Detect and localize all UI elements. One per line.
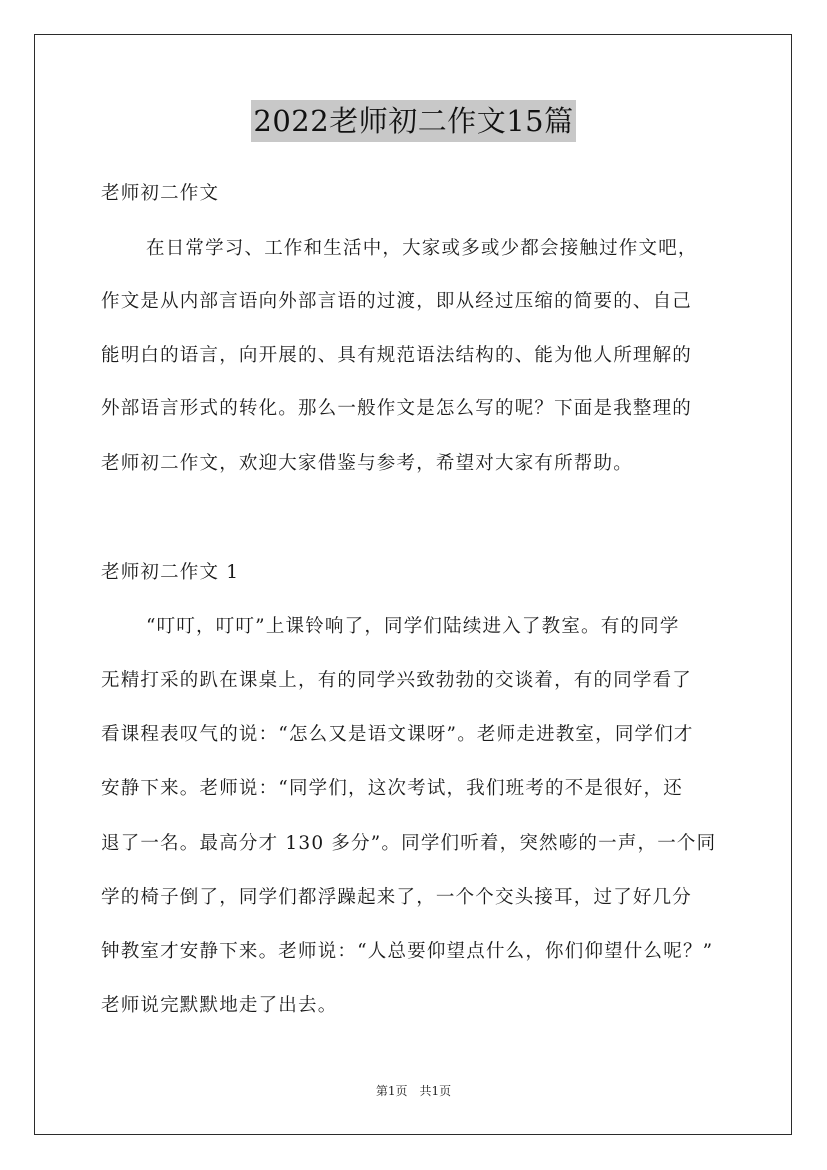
- essay-1-heading: 老师初二作文 1: [101, 562, 240, 583]
- title-container: [0, 100, 827, 142]
- intro-paragraph-line: 外部语言形式的转化。那么一般作文是怎么写的呢？下面是我整理的: [101, 398, 693, 419]
- intro-paragraph-line: 在日常学习、工作和生活中，大家或多或少都会接触过作文吧，: [146, 238, 698, 259]
- intro-heading: 老师初二作文: [101, 183, 220, 204]
- essay-1-paragraph-line: 看课程表叹气的说：“怎么又是语文课呀”。老师走进教室，同学们才: [101, 724, 694, 745]
- essay-1-paragraph-line: 学的椅子倒了，同学们都浮躁起来了，一个个交头接耳，过了好几分: [101, 887, 693, 908]
- essay-1-paragraph-line: 安静下来。老师说：“同学们，这次考试，我们班考的不是很好，还: [101, 778, 683, 799]
- essay-1-paragraph-line: 无精打采的趴在课桌上，有的同学兴致勃勃的交谈着，有的同学看了: [101, 670, 693, 691]
- intro-paragraph-line: 作文是从内部言语向外部言语的过渡，即从经过压缩的简要的、自己: [101, 291, 693, 312]
- intro-paragraph-line: 能明白的语言，向开展的、具有规范语法结构的、能为他人所理解的: [101, 345, 693, 366]
- essay-1-paragraph-line: 退了一名。最高分才 130 多分”。同学们听着，突然嘭的一声，一个同: [101, 833, 717, 854]
- essay-1-paragraph-line: 老师说完默默地走了出去。: [101, 995, 338, 1016]
- intro-paragraph-line: 老师初二作文，欢迎大家借鉴与参考，希望对大家有所帮助。: [101, 453, 633, 474]
- page-number-footer: 第1页 共1页: [375, 1084, 452, 1098]
- essay-1-paragraph-line: 钟教室才安静下来。老师说：“人总要仰望点什么，你们仰望什么呢？”: [101, 941, 714, 962]
- document-title: 2022老师初二作文15篇: [251, 100, 575, 142]
- essay-1-paragraph-line: “叮叮，叮叮”上课铃响了，同学们陆续进入了教室。有的同学: [146, 616, 680, 637]
